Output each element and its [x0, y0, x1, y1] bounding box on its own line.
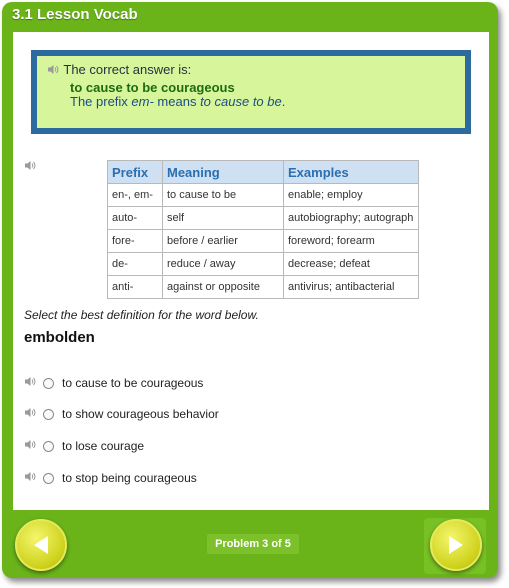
app-frame: [2, 2, 498, 578]
table-cell: autobiography; autograph: [284, 207, 419, 230]
table-row: [108, 230, 419, 253]
table-cell: antivirus; antibacterial: [284, 276, 419, 299]
table-row: [108, 207, 419, 230]
speaker-icon[interactable]: [24, 158, 37, 176]
correct-answer: to cause to be courageous: [70, 80, 235, 95]
table-cell: reduce / away: [163, 253, 284, 276]
choice-label: to cause to be courageous: [62, 376, 204, 390]
previous-button[interactable]: [15, 519, 67, 571]
feedback-label: The correct answer is:: [63, 62, 192, 77]
table-cell: de-: [108, 253, 163, 276]
question-instruction: Select the best definition for the word below.: [24, 308, 259, 322]
column-header: Meaning: [163, 161, 284, 184]
explain-meaning: to cause to be: [200, 94, 282, 109]
feedback-label-row: [47, 62, 191, 78]
table-cell: en-, em-: [108, 184, 163, 207]
radio-button[interactable]: [43, 409, 54, 420]
vocab-word: embolden: [24, 329, 95, 346]
table-row: [108, 253, 419, 276]
prefix-table: [107, 160, 419, 299]
page-title: 3.1 Lesson Vocab: [12, 6, 138, 23]
choice-label: to stop being courageous: [62, 471, 197, 485]
feedback-box: [31, 50, 471, 134]
table-cell: foreword; forearm: [284, 230, 419, 253]
table-cell: self: [163, 207, 284, 230]
speaker-icon[interactable]: [24, 439, 37, 453]
table-cell: to cause to be: [163, 184, 284, 207]
answer-choice-1[interactable]: [24, 374, 203, 392]
table-cell: before / earlier: [163, 230, 284, 253]
column-header: Prefix: [108, 161, 163, 184]
explain-text: .: [281, 94, 286, 109]
column-header: Examples: [284, 161, 419, 184]
speaker-icon[interactable]: [24, 471, 37, 485]
feedback-inner: [37, 56, 465, 128]
speaker-icon[interactable]: [47, 63, 60, 78]
content-panel: [13, 32, 489, 510]
next-button[interactable]: [430, 519, 482, 571]
radio-button[interactable]: [43, 441, 54, 452]
explain-text: means: [153, 94, 201, 109]
table-header-row: [108, 161, 419, 184]
feedback-explanation: [70, 94, 285, 109]
radio-button[interactable]: [43, 378, 54, 389]
table-cell: against or opposite: [163, 276, 284, 299]
choice-label: to lose courage: [62, 439, 145, 453]
table-row: [108, 184, 419, 207]
radio-button[interactable]: [43, 473, 54, 484]
table-cell: fore-: [108, 230, 163, 253]
table-cell: auto-: [108, 207, 163, 230]
explain-prefix: em-: [131, 94, 154, 109]
arrow-right-icon: [444, 533, 468, 557]
arrow-left-icon: [29, 533, 53, 557]
answer-choice-4[interactable]: [24, 469, 197, 487]
speaker-icon[interactable]: [24, 376, 37, 390]
table-cell: decrease; defeat: [284, 253, 419, 276]
explain-text: The prefix: [70, 94, 132, 109]
table-cell: anti-: [108, 276, 163, 299]
choice-label: to show courageous behavior: [62, 407, 219, 421]
table-row: [108, 276, 419, 299]
answer-choice-2[interactable]: [24, 405, 219, 423]
speaker-icon[interactable]: [24, 407, 37, 421]
table-cell: enable; employ: [284, 184, 419, 207]
answer-choice-3[interactable]: [24, 437, 144, 455]
problem-counter: Problem 3 of 5: [207, 534, 299, 554]
